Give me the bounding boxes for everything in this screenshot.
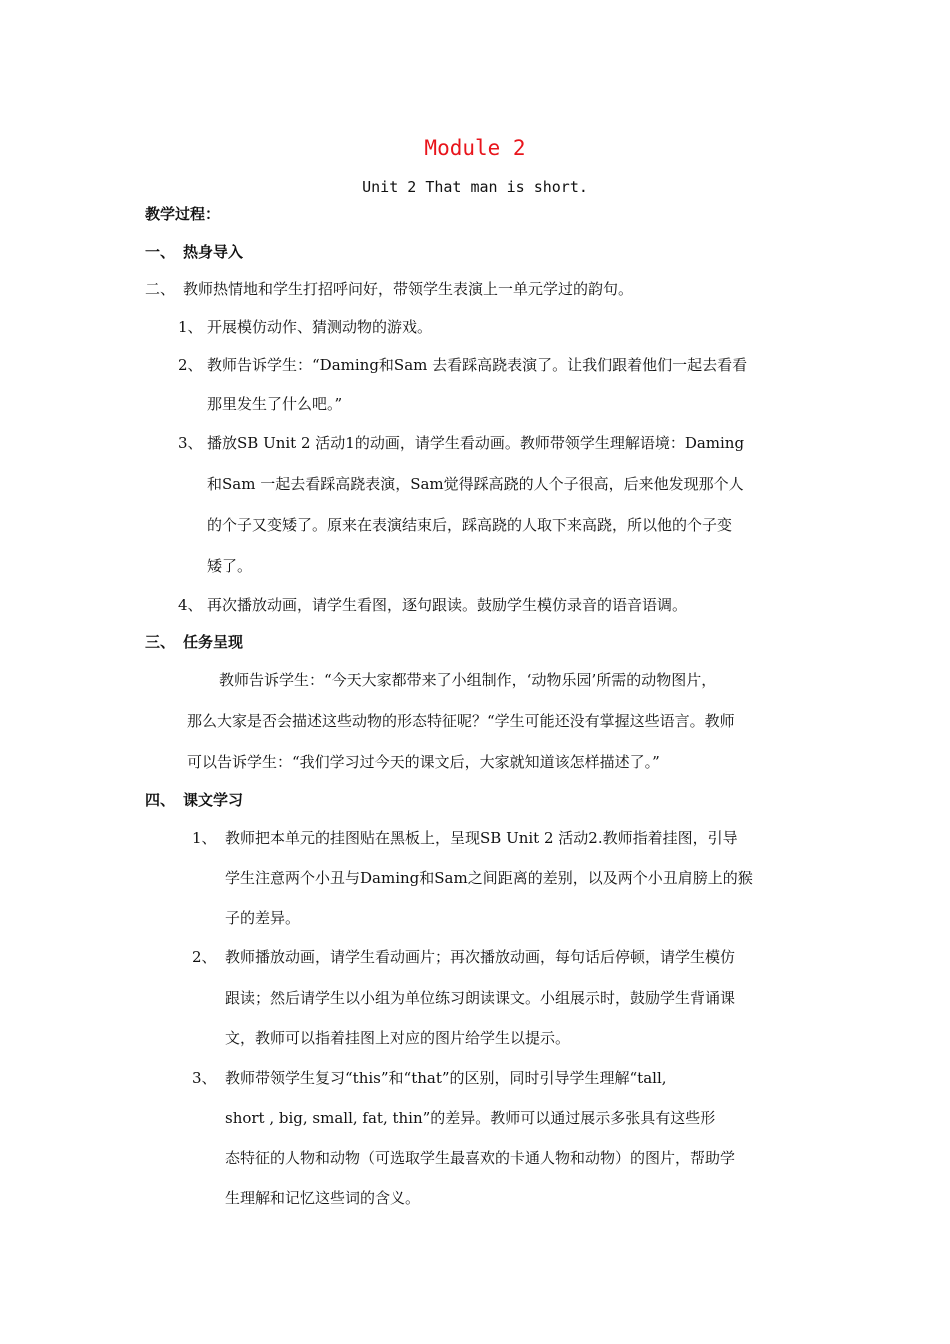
sec2-item-2-line-1: 教师告诉学生：“Daming和Sam 去看踩高跷表演了。让我们跟着他们一起去看看 [207,356,748,374]
section-3-number: 三、 [145,633,176,651]
sec4-item-1-line-2: 学生注意两个小丑与Daming和Sam之间距离的差别，以及两个小丑肩膀上的猴 [225,869,753,887]
sec2-item-4-number: 4、 [178,596,203,614]
sec2-item-3-line-4: 矮了。 [207,557,253,575]
sec3-line-3: 可以告诉学生：“我们学习过今天的课文后，大家就知道该怎样描述了。” [187,753,660,771]
sec3-line-2: 那么大家是否会描述这些动物的形态特征呢？“学生可能还没有掌握这些语言。教师 [187,712,735,730]
section-4-heading: 课文学习 [183,791,244,809]
sec2-item-3-line-1: 播放SB Unit 2 活动1的动画，请学生看动画。教师带领学生理解语境：Daming [207,434,745,452]
sec2-item-1-line-1: 开展模仿动作、猜测动物的游戏。 [207,318,433,336]
sec4-item-3-line-4: 生理解和记忆这些词的含义。 [225,1189,421,1207]
section-2-text: 教师热情地和学生打招呼问好，带领学生表演上一单元学过的韵句。 [183,280,634,298]
sec4-item-1-line-1: 教师把本单元的挂图贴在黑板上，呈现SB Unit 2 活动2.教师指着挂图，引导 [225,829,738,847]
sec2-item-2-line-2: 那里发生了什么吧。” [207,395,343,413]
document-subtitle: Unit 2 That man is short. [362,178,588,196]
sec4-item-2-number: 2、 [192,948,217,966]
sec2-item-3-line-3: 的个子又变矮了。原来在表演结束后，踩高跷的人取下来高跷，所以他的个子变 [207,516,733,534]
sec4-item-2-line-3: 文，教师可以指着挂图上对应的图片给学生以提示。 [225,1029,571,1047]
sec4-item-3-line-3: 态特征的人物和动物（可选取学生最喜欢的卡通人物和动物）的图片，帮助学 [225,1149,736,1167]
sec2-item-1-number: 1、 [178,318,203,336]
sec2-item-2-number: 2、 [178,356,203,374]
section-2-number: 二、 [145,280,176,298]
sec4-item-1-line-3: 子的差异。 [225,909,301,927]
process-heading: 教学过程： [145,205,221,223]
section-4-number: 四、 [145,791,176,809]
sec4-item-3-line-2: short , big, small, fat, thin”的差异。教师可以通过展示多张具有这些形 [225,1109,716,1127]
sec4-item-2-line-1: 教师播放动画，请学生看动画片；再次播放动画，每句话后停顿，请学生模仿 [225,948,736,966]
section-1-number: 一、 [145,243,176,261]
sec4-item-3-number: 3、 [192,1069,217,1087]
sec2-item-4-line-1: 再次播放动画，请学生看图，逐句跟读。鼓励学生模仿录音的语音语调。 [207,596,688,614]
sec4-item-2-line-2: 跟读；然后请学生以小组为单位练习朗读课文。小组展示时，鼓励学生背诵课 [225,989,736,1007]
sec4-item-3-line-1: 教师带领学生复习“this”和“that”的区别，同时引导学生理解“tall, [225,1069,667,1087]
section-1-heading: 热身导入 [183,243,244,261]
document-title: Module 2 [424,136,526,160]
sec3-line-1: 教师告诉学生：“今天大家都带来了小组制作，‘动物乐园’所需的动物图片， [219,671,717,689]
sec4-item-1-number: 1、 [192,829,217,847]
section-3-heading: 任务呈现 [183,633,244,651]
sec2-item-3-number: 3、 [178,434,203,452]
sec2-item-3-line-2: 和Sam 一起去看踩高跷表演，Sam觉得踩高跷的人个子很高，后来他发现那个人 [207,475,744,493]
